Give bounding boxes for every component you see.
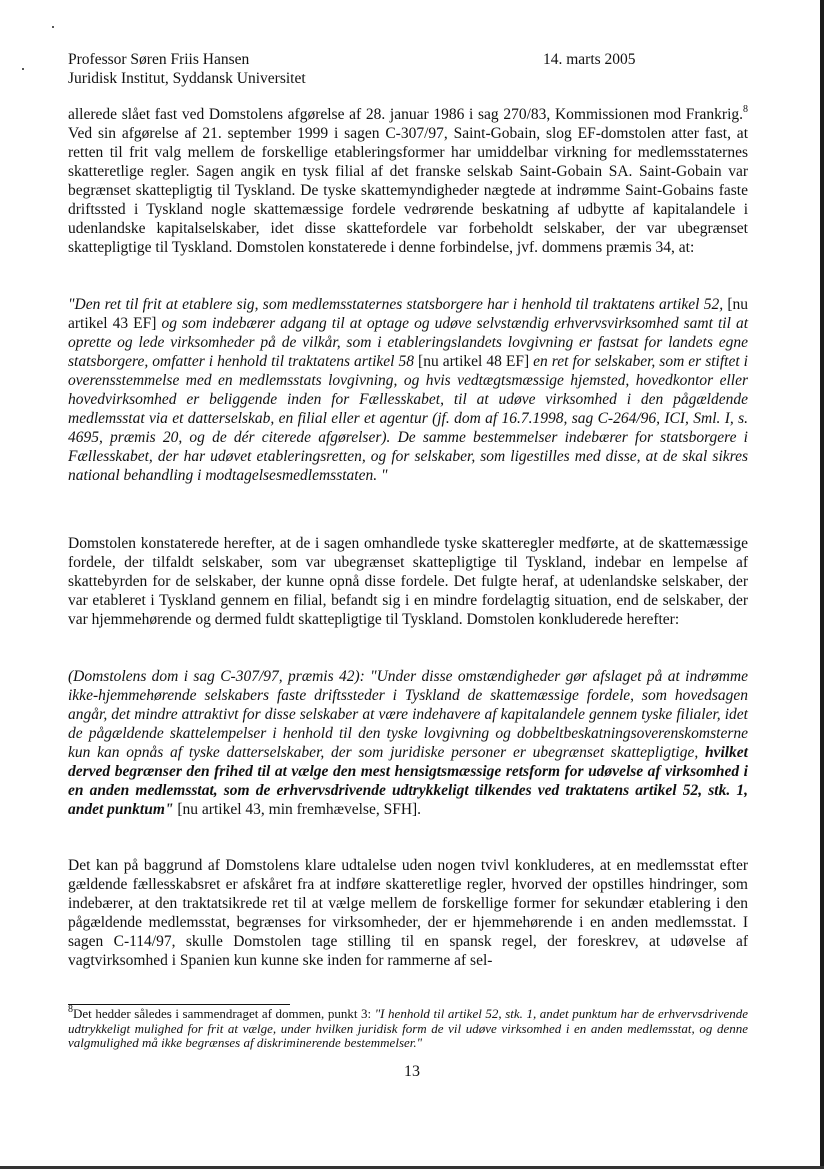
block-quote-1 — [68, 295, 748, 485]
footnote-lead: Det hedder således i sammendraget af dommen, punkt 3: — [73, 1006, 375, 1021]
quote-1-insert-a: [nu artikel 43 EF] — [68, 296, 748, 332]
scan-speck — [22, 68, 24, 70]
scan-edge-right — [820, 0, 824, 1169]
quote-1-text-c: og som indebærer adgang til at optage og udøve selvstændig erhvervsvirksomhed samt til at oprette og lede virksomheder på de vilkår, som i etableringslandets lovgivning er fastsat for landets egne statsborgere, omfatter i henhold til traktatens artikel 58 — [68, 315, 748, 370]
paragraph-1 — [68, 105, 748, 257]
paragraph-1-text-b: Ved sin afgørelse af 21. september 1999 i sagen C-307/97, Saint-Gobain, slog EF-domstolen atter fast, at retten til frit valg mellem de forskellige etableringsformer har umiddelbar virkning for medlemsstaternes skatteretlige regler. Sagen angik en tysk filial af det franske selskab Saint-Gobain SA. Saint-Gobain var begrænset skattepligtig til Tyskland. De tyske skattemyndigheder nægtede at indrømme Saint-Gobains faste driftssted i Tyskland nogle skattemæssige fordele vedrørende beskatning af udbytte af kapitalandele i udenlandske kapitalselskaber, idet disse skattefordele var forbeholdt selskaber, der var ubegrænset skattepligtige til Tyskland. Domstolen konstaterede i denne forbindelse, jvf. dommens præmis 34, at: — [68, 125, 748, 256]
block-quote-2 — [68, 667, 748, 819]
paragraph-1-text-a: allerede slået fast ved Domstolens afgørelse af 28. januar 1986 i sag 270/83, Kommissionen mod Frankrig. — [68, 106, 743, 123]
quote-1-insert-b: [nu artikel 48 EF] — [418, 353, 530, 370]
quote-1-text-a: "Den ret til frit at etablere sig, som medlemsstaternes statsborgere har i henhold til traktatens artikel 52, — [68, 296, 728, 313]
header-institution: Juridisk Institut, Syddansk Universitet — [68, 70, 306, 87]
page-header-left — [68, 50, 306, 88]
page-number: 13 — [404, 1063, 420, 1080]
paragraph-2-text: Domstolen konstaterede herefter, at de i sagen omhandlede tyske skatteregler medførte, at de skattemæssige fordele, der tilfaldt selskaber, som var ubegrænset skattepligtige til Tyskland, indebar en lempelse af skattebyrden for de selskaber, der kunne opnå disse fordele. Det fulgte heraf, at udenlandske selskaber, der var etableret i Tyskland gennem en filial, befandt sig i en mindre fordelagtig situation, end de selskaber, der var hjemmehørende og dermed fuldt skattepligtige til Tyskland. Domstolen konkluderede herefter: — [68, 535, 748, 628]
footnote-8 — [68, 1003, 748, 1051]
header-date: 14. marts 2005 — [543, 51, 636, 68]
footnote-number: 8 — [68, 1003, 73, 1015]
paragraph-3 — [68, 856, 748, 970]
footnote-separator — [68, 1004, 290, 1005]
quote-2-emphasis: hvilket derved begrænser den frihed til at vælge den mest hensigtsmæssige retsform for udøvelse af virksomhed i en anden medlemsstat, som de erhvervsdrivende udtrykkeligt tilkendes ved traktatens artikel 52, stk. 1, andet punktum" — [68, 744, 748, 818]
footnote-ref: 8 — [743, 103, 748, 115]
paragraph-2 — [68, 534, 748, 629]
quote-1-text-e: en ret for selskaber, som er stiftet i overensstemmelse med en medlemsstats lovgivning, og hvis vedtægtsmæssige hjemsted, hovedkontor eller hovedvirksomhed er beliggende inden for Fællesskabet, til at udøve virksomhed i den pågældende medlemsstat via et datterselskab, en filial eller et agentur (jf. dom af 16.7.1998, sag C-264/96, ICI, Sml. I, s. 4695, præmis 20, og de dér citerede afgørelser). De samme bestemmelser indebærer for statsborgere i Fællesskabet, der har udøvet etableringsretten, og for selskaber, som ligestilles med disse, at de skal sikres national behandling i modtagelsesmedlemsstaten. " — [68, 353, 748, 484]
quote-2-text-c: [nu artikel 43, min fremhævelse, SFH]. — [173, 801, 422, 818]
scan-speck — [52, 26, 54, 28]
footnote-quote: "I henhold til artikel 52, stk. 1, andet punktum har de erhvervsdrivende udtrykkeligt mulighed for frit at vælge, under hvilken juridisk form de vil udøve virksomhed i en anden medlemsstat, og denne valgmulighed må ikke begrænses af diskriminerende bestemmelser." — [68, 1006, 748, 1050]
paragraph-3-text: Det kan på baggrund af Domstolens klare udtalelse uden nogen tvivl konkluderes, at en medlemsstat efter gældende fællesskabsret er afskåret fra at indføre skatteretlige regler, hvorved der opstilles hindringer, som indebærer, at den traktatsikrede ret til at vælge mellem de forskellige former for sekundær etablering i den pågældende medlemsstat, begrænses for virksomheder, der er hjemmehørende i en anden medlemsstat. I sagen C-114/97, skulle Domstolen tage stilling til en spansk regel, der foreskrev, at udøvelse af vagtvirksomhed i Spanien kun kunne ske inden for rammerne af sel- — [68, 857, 748, 969]
header-author: Professor Søren Friis Hansen — [68, 51, 250, 68]
quote-2-text-a: (Domstolens dom i sag C-307/97, præmis 42): "Under disse omstændigheder gør afslaget på at indrømme ikke-hjemmehørende selskabers faste driftssteder i Tyskland de skattemæssige fordele, som hovedsagen angår, det mindre attraktivt for disse selskaber at være indehavere af kapitalandele gennem tyske filialer, idet de pågældende skattelempelser i henhold til den tyske lovgivning og dobbeltbeskatningsoverenskomsterne kun kan opnås af tyske datterselskaber, der som juridiske personer er ubegrænset skattepligtige, — [68, 668, 748, 761]
